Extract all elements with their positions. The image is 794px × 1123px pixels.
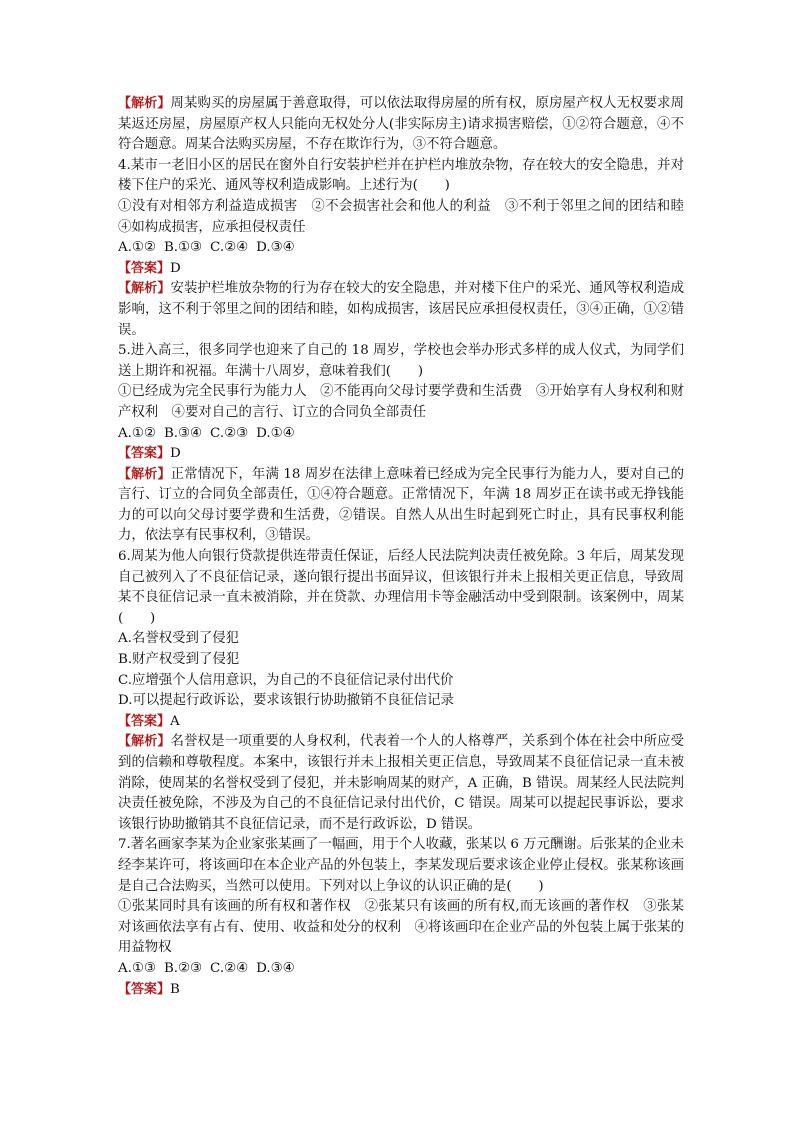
analysis-text: 正常情况下，年满 18 周岁在法律上意味着已经成为完全民事行为能力人，要对自己的言行、订立的合同负全部责任，①④符合题意。正常情况下，年满 18 周岁正在读书或无挣钱能力的可以向父母讨要学费和生活费，②错误。自然人从出生时起到死亡时止，具有民事权利能力，依法享有民事权利，③错误。 [118, 466, 684, 544]
question-6-option-d: D.可以提起行政诉讼，要求该银行协助撤销不良征信记录 [118, 693, 454, 709]
document-page [118, 94, 698, 1000]
question-4-items: ①没有对相邻方利益造成损害 ②不会损害社会和他人的利益 ③不利于邻里之间的团结和睦 ④如构成损害，应承担侵权责任 [118, 198, 698, 235]
answer-tag: 【答案】 [118, 981, 171, 997]
answer-value: D [170, 446, 181, 462]
analysis-block [118, 94, 684, 156]
question-6-analysis [118, 732, 684, 835]
choice-a: A.①② [118, 425, 156, 441]
choice-c: C.②④ [210, 960, 249, 976]
question-6-answer [118, 712, 684, 733]
question-4-analysis [118, 279, 684, 341]
question-7-choices [118, 959, 684, 980]
answer-value: B [170, 981, 180, 997]
answer-tag: 【答案】 [118, 260, 171, 276]
answer-value: D [170, 260, 181, 276]
question-6-stem: 6.周某为他人向银行贷款提供连带责任保证，后经人民法院判决责任被免除。3 年后，周某发现自己被列入了不良征信记录，遂向银行提出书面异议，但该银行并未上报相关更正信息，导致周某不良征信记录一直未被消除，并在贷款、办理信用卡等金融活动中受到限制。该案例中，周某( ) [118, 549, 684, 626]
answer-tag: 【答案】 [118, 446, 171, 462]
choice-c: C.②③ [210, 425, 249, 441]
analysis-text: 名誉权是一项重要的人身权利，代表着一个人的人格尊严，关系到个体在社会中所应受到的信赖和尊敬程度。本案中，该银行并未上报相关更正信息，导致周某不良征信记录一直未被消除，使周某的名誉权受到了侵犯，并未影响周某的财产，A 正确，B 错误。周某经人民法院判决责任被免除，不涉及为自己的不良征信记录付出代价，C 错误。周某可以提起民事诉讼，要求该银行协助撤销其不良征信记录，而不是行政诉讼，D 错误。 [118, 734, 684, 832]
choice-d: D.③④ [256, 240, 295, 256]
analysis-text: 安装护栏堆放杂物的行为存在较大的安全隐患，并对楼下住户的采光、通风等权利造成影响，这不利于邻里之间的团结和睦，如构成损害，该居民应承担侵权责任，③④正确，①②错误。 [118, 281, 684, 338]
choice-d: D.③④ [256, 960, 295, 976]
question-5-items: ①已经成为完全民事行为能力人 ②不能再向父母讨要学费和生活费 ③开始享有人身权利和财产权利 ④要对自己的言行、订立的合同负全部责任 [118, 384, 684, 420]
question-7-answer [118, 980, 684, 1001]
question-7-stem: 7.著名画家李某为企业家张某画了一幅画，用于个人收藏，张某以 6 万元酬谢。后张某的企业未经李某许可，将该画印在本企业产品的外包装上，李某发现后要求该企业停止侵权。张某称该画是自己合法购买，当然可以使用。下列对以上争议的认识正确的是( ) [118, 837, 684, 894]
answer-value: A [170, 713, 180, 729]
analysis-tag: 【解析】 [118, 734, 171, 750]
choice-a: A.①③ [118, 960, 156, 976]
question-5-answer [118, 444, 684, 465]
question-4-stem: 4.某市一老旧小区的居民在窗外自行安装护栏并在护栏内堆放杂物，存在较大的安全隐患，并对楼下住户的采光、通风等权利造成影响。上述行为( ) [118, 157, 684, 194]
choice-b: B.③④ [163, 425, 203, 441]
answer-tag: 【答案】 [118, 713, 171, 729]
question-6-option-a: A.名誉权受到了侵犯 [118, 631, 240, 647]
choice-d: D.①④ [256, 425, 295, 441]
choice-a: A.①② [118, 240, 156, 256]
analysis-tag: 【解析】 [118, 281, 171, 297]
question-5-analysis [118, 465, 684, 547]
question-7-items: ①张某同时具有该画的所有权和著作权 ②张某只有该画的所有权,而无该画的著作权 ③张某对该画依法享有占有、使用、收益和处分的权利 ④将该画印在企业产品的外包装上属于张某的用益物权 [118, 899, 684, 956]
question-5-stem: 5.进入高三，很多同学也迎来了自己的 18 周岁，学校也会举办形式多样的成人仪式，为同学们送上期许和祝福。年满十八周岁，意味着我们( ) [118, 343, 684, 379]
choice-b: B.②③ [163, 960, 203, 976]
choice-b: B.①③ [163, 240, 203, 256]
analysis-tag: 【解析】 [118, 466, 171, 482]
question-6-option-c: C.应增强个人信用意识，为自己的不良征信记录付出代价 [118, 672, 454, 688]
question-5-choices [118, 424, 684, 445]
question-4-answer [118, 259, 684, 280]
question-6-option-b: B.财产权受到了侵犯 [118, 652, 240, 668]
analysis-text: 周某购买的房屋属于善意取得，可以依法取得房屋的所有权，原房屋产权人无权要求周某返还房屋，房屋原产权人只能向无权处分人(非实际房主)请求损害赔偿，①②符合题意，④不符合题意。周某合法购买房屋，不存在欺诈行为，③不符合题意。 [118, 96, 684, 153]
question-4-choices [118, 238, 684, 259]
analysis-tag: 【解析】 [118, 96, 171, 111]
choice-c: C.②④ [210, 240, 249, 256]
